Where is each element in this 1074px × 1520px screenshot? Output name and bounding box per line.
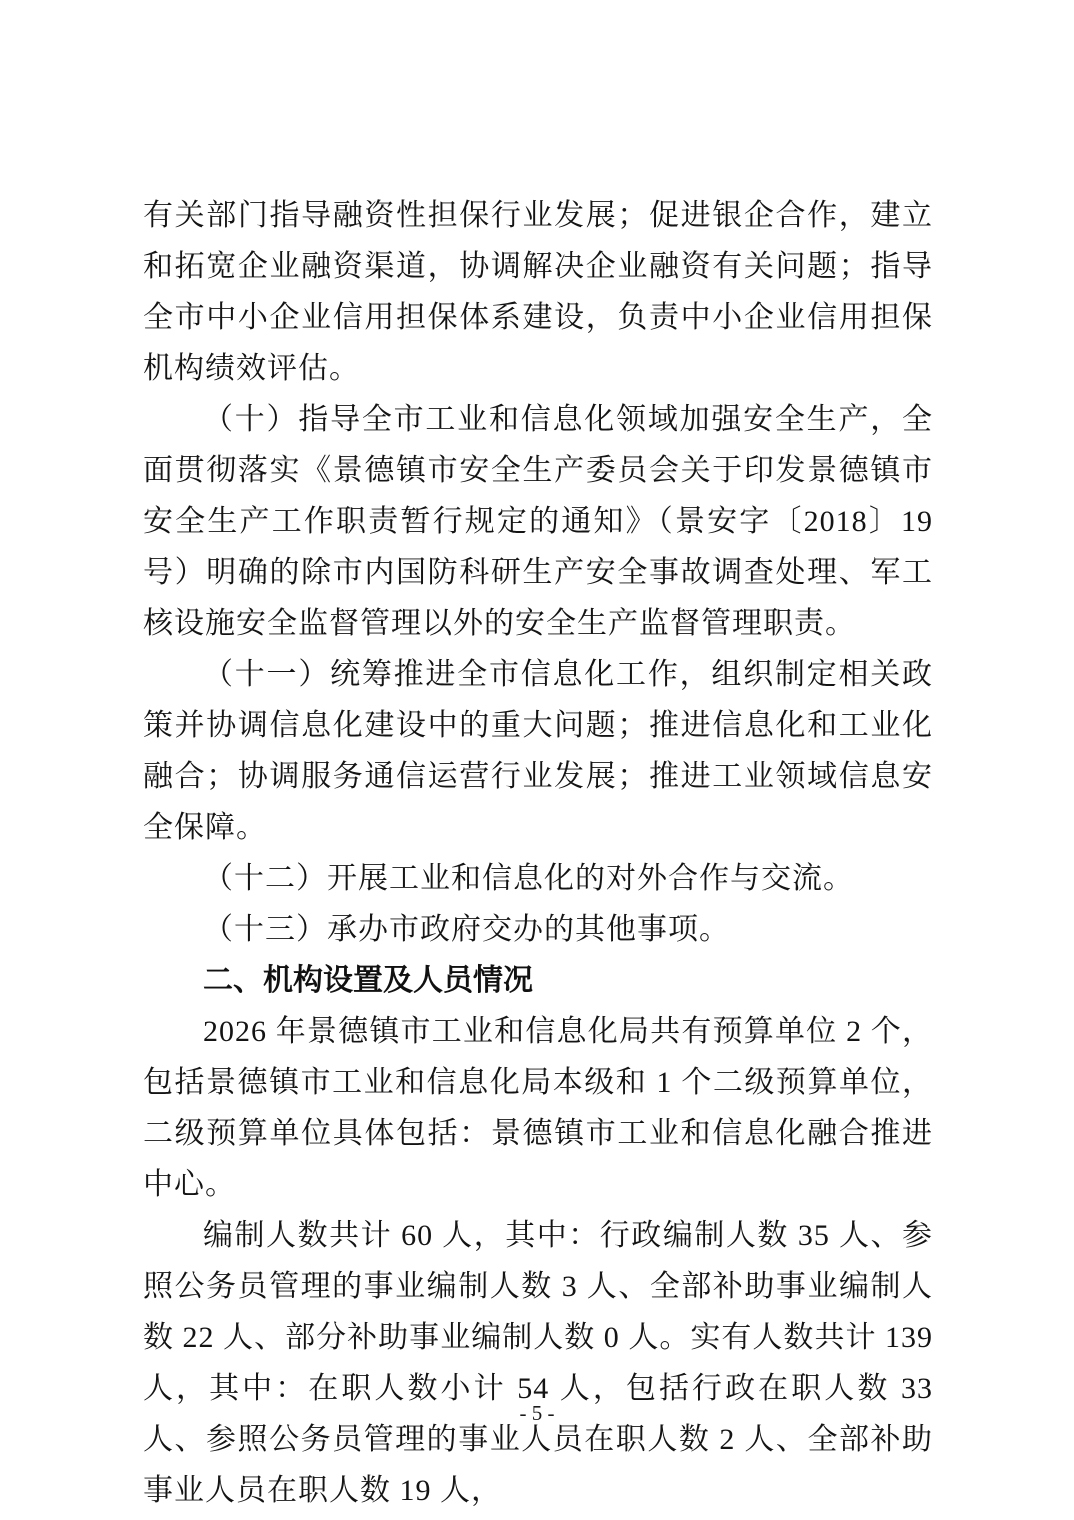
body-paragraph-budget-units: 2026 年景德镇市工业和信息化局共有预算单位 2 个，包括景德镇市工业和信息化局本级和 1 个二级预算单位，二级预算单位具体包括：景德镇市工业和信息化融合推进中心。: [143, 1015, 933, 1201]
body-paragraph-staffing: 编制人数共计 60 人，其中：行政编制人数 35 人、参照公务员管理的事业编制人数 3 人、全部补助事业编制人数 22 人、部分补助事业编制人数 0 人。实有人数共计 139 人，其中：在职人数小计 54 人，包括行政在职人数 33 人、参照公务员管理的事业人员在职人数 2 人、全部补助事业人员在职人数 19 人，: [143, 1219, 933, 1507]
body-paragraph-item-11: （十一）统筹推进全市信息化工作，组织制定相关政策并协调信息化建设中的重大问题；推进信息化和工业化融合；协调服务通信运营行业发展；推进工业领域信息安全保障。: [143, 658, 933, 844]
document-body: [143, 190, 933, 1516]
body-paragraph-item-10: （十）指导全市工业和信息化领域加强安全生产，全面贯彻落实《景德镇市安全生产委员会关于印发景德镇市安全生产工作职责暂行规定的通知》（景安字〔2018〕19 号）明确的除市内国防科研生产安全事故调查处理、军工核设施安全监督管理以外的安全生产监督管理职责。: [143, 403, 933, 640]
page-number: - 5 -: [519, 1401, 555, 1425]
body-paragraph-continuation: 有关部门指导融资性担保行业发展；促进银企合作，建立和拓宽企业融资渠道，协调解决企业融资有关问题；指导全市中小企业信用担保体系建设，负责中小企业信用担保机构绩效评估。: [143, 199, 933, 385]
body-paragraph-item-12: （十二）开展工业和信息化的对外合作与交流。: [203, 862, 854, 895]
body-paragraph-item-13: （十三）承办市政府交办的其他事项。: [203, 913, 730, 946]
section-heading: 二、机构设置及人员情况: [203, 964, 533, 997]
